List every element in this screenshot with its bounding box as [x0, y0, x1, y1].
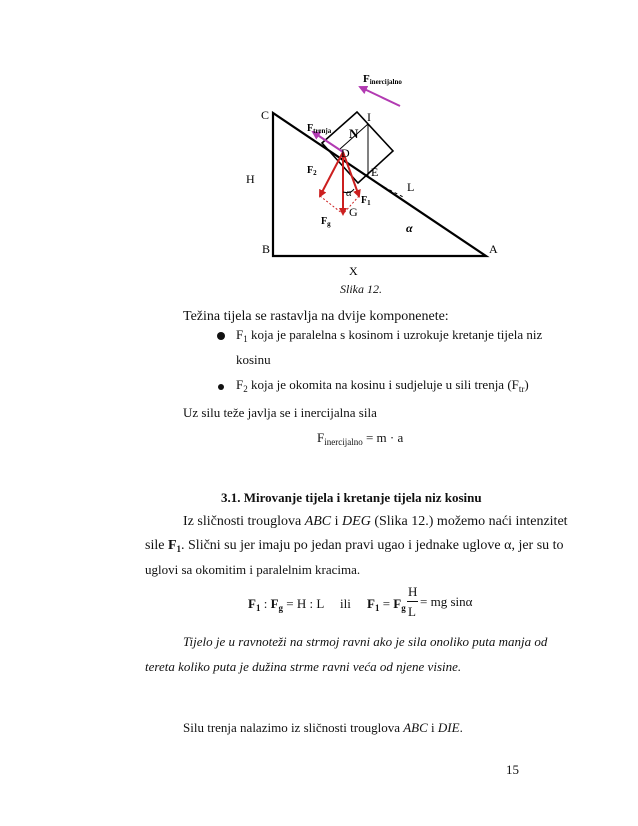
figure-caption: Slika 12.: [340, 282, 382, 296]
label-c: C: [261, 108, 270, 122]
formula-ratio: $F_1$ : $F_g = H$ : L: [248, 596, 325, 613]
label-d: D: [341, 146, 350, 160]
label-e: E: [371, 165, 379, 179]
bullet-2-text: $F_2$ koja je okomita na kosinu i sudjeluje u sili trenja $(F_{tr})$: [236, 377, 529, 394]
fraction-numerator: H: [408, 584, 418, 599]
paragraph-1-line-1: Iz sličnosti trouglova ABC i DEG (Slika 12.) možemo naći intenzitet: [183, 514, 568, 529]
label-a: A: [489, 242, 498, 256]
bullet-2: [218, 384, 224, 390]
paragraph-1-line-3: uglovi sa okomitim i paralelnim kracima.: [145, 562, 361, 577]
label-alpha-a: α: [406, 221, 413, 235]
inertia-line: Uz silu teže javlja se i inercijalna sila: [183, 405, 377, 420]
fraction-denominator: L: [408, 604, 416, 619]
formula-inertia: $F_{inercijalno} = m \cdot a$: [317, 430, 404, 447]
label-l: L: [407, 180, 415, 194]
bullet-1: [217, 332, 225, 340]
label-alpha-inner: α: [346, 187, 352, 199]
label-h: H: [246, 172, 255, 186]
formula-f1-eq: $F_1 = F_g$: [367, 596, 406, 613]
fraction-bar: [407, 601, 418, 602]
dashed-helper: [320, 196, 343, 214]
label-ftrenja: $F_{trenja}$: [307, 123, 332, 135]
italic-line-2: tereta koliko puta je dužina strme ravni veća od njene visine.: [145, 659, 462, 674]
bullet-1-text: $F_1$ koja je paralelna s kosinom i uzrokuje kretanje tijela niz: [236, 327, 543, 344]
label-i: I: [367, 110, 371, 124]
label-fg: $F_g$: [321, 216, 331, 228]
label-f1: $F_1$: [361, 195, 371, 207]
bullet-1-cont: kosinu: [236, 352, 271, 367]
formula-ili: ili: [340, 596, 351, 611]
label-finercijalno: Finercijalno: [363, 73, 402, 86]
section-heading: 3.1. Mirovanje tijela i kretanje tijela niz kosinu: [221, 490, 482, 505]
label-n: N: [349, 126, 359, 141]
label-g: G: [349, 205, 358, 219]
italic-line-1: Tijelo je u ravnoteži na strmoj ravni ako je sila onoliko puta manja od: [183, 634, 548, 649]
page-number: 15: [506, 762, 519, 777]
triangle-abc: [273, 113, 486, 256]
paragraph-1-line-2: sile $F_1$. Slični su jer imaju po jedan pravi ugao i jednake uglove α, jer su to: [145, 538, 564, 554]
intro-line: Težina tijela se rastavlja na dvije komponenete:: [183, 309, 449, 324]
friction-line: Silu trenja nalazimo iz sličnosti trouglova ABC i DIE.: [183, 720, 463, 735]
formula-result: = mg sinα: [420, 594, 473, 609]
label-f2: $F_2$: [307, 165, 317, 177]
f2-arrow: [320, 152, 343, 196]
finercijalno-arrow: [360, 87, 400, 106]
inclined-plane-figure: [0, 0, 638, 300]
label-b: B: [262, 242, 271, 256]
label-x: X: [349, 264, 358, 278]
